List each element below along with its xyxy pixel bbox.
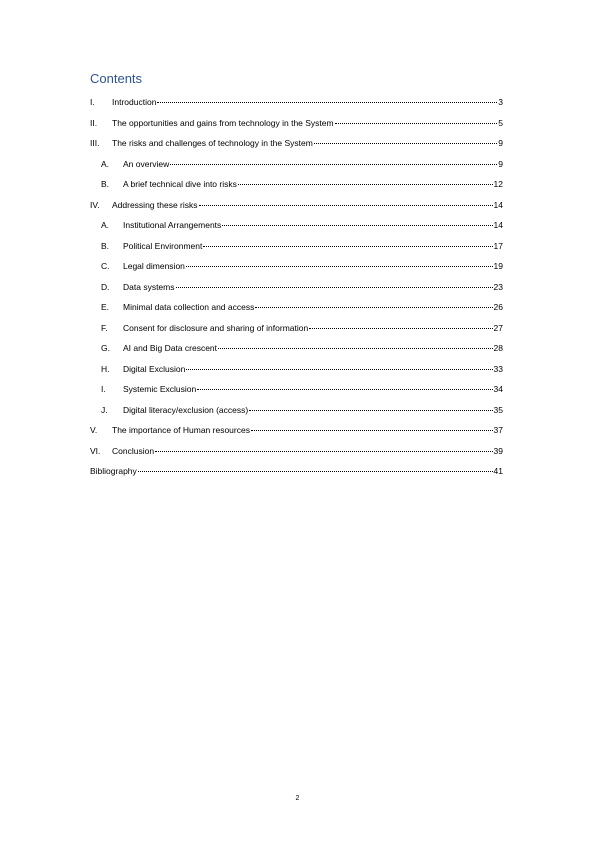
toc-entry-page: 26 — [493, 302, 503, 312]
toc-entry-legal[interactable] — [90, 261, 503, 282]
dot-leader — [199, 205, 493, 206]
toc-entry-page: 9 — [498, 158, 503, 169]
toc-entry-systemic-exclusion[interactable] — [90, 384, 503, 405]
toc-entry-digital-exclusion[interactable] — [90, 364, 503, 385]
toc-entry-label: The importance of Human resources — [112, 425, 250, 435]
toc-entry-page: 27 — [493, 322, 503, 333]
dot-leader — [249, 410, 492, 411]
dot-leader — [218, 348, 493, 349]
toc-entry-institutional[interactable] — [90, 220, 503, 241]
toc-entry-label: AI and Big Data crescent — [123, 343, 218, 353]
toc-entry-introduction[interactable] — [90, 97, 503, 118]
toc-entry-number: H. — [101, 363, 110, 374]
toc-entry-addressing-risks[interactable] — [90, 200, 503, 221]
toc-entry-risks-challenges[interactable] — [90, 138, 503, 159]
toc-entry-number: I. — [101, 384, 106, 394]
toc-entry-number: B. — [101, 179, 110, 189]
toc-entry-number: III. — [90, 138, 100, 148]
toc-entry-page: 14 — [493, 199, 503, 210]
toc-entry-label: A brief technical dive into risks — [123, 179, 237, 189]
dot-leader — [176, 287, 493, 288]
toc-entry-label: An overview — [123, 158, 170, 169]
toc-entry-label: The opportunities and gains from technology in the System — [112, 117, 334, 128]
toc-entry-conclusion[interactable] — [90, 446, 503, 467]
dot-leader — [238, 184, 493, 185]
dot-leader — [255, 307, 492, 308]
toc-entry-label: Consent for disclosure and sharing of information — [123, 322, 309, 333]
dot-leader — [203, 246, 492, 247]
toc-entry-bibliography[interactable] — [90, 466, 503, 487]
toc-entry-page: 17 — [493, 240, 503, 251]
toc-entry-number: B. — [101, 240, 110, 251]
toc-entry-overview[interactable] — [90, 159, 503, 180]
page-number: 2 — [295, 795, 300, 802]
toc-entry-number: G. — [101, 343, 110, 353]
toc-entry-label: Digital Exclusion — [123, 363, 186, 374]
toc-entry-page: 19 — [493, 261, 503, 271]
toc-entry-page: 37 — [493, 425, 503, 435]
toc-entry-page: 23 — [493, 281, 503, 292]
dot-leader — [155, 451, 492, 452]
toc-entry-political[interactable] — [90, 241, 503, 262]
toc-entry-number: E. — [101, 302, 110, 312]
toc-entry-technical-dive[interactable] — [90, 179, 503, 200]
toc-entry-page: 5 — [498, 117, 503, 128]
toc-entry-label: Political Environment — [123, 240, 203, 251]
toc-entry-minimal-data[interactable] — [90, 302, 503, 323]
toc-entry-number: J. — [101, 404, 108, 415]
toc-entry-digital-literacy[interactable] — [90, 405, 503, 426]
toc-entry-label: Addressing these risks — [112, 199, 198, 210]
dot-leader — [309, 328, 492, 329]
dot-leader — [170, 164, 497, 165]
toc-entry-label: Digital literacy/exclusion (access) — [123, 404, 249, 415]
toc-entry-page: 39 — [493, 445, 503, 456]
toc-entry-number: A. — [101, 220, 110, 230]
toc-entry-page: 35 — [493, 404, 503, 415]
toc-entry-page: 12 — [493, 179, 503, 189]
toc-entry-label: Legal dimension — [123, 261, 185, 271]
toc-entry-number: V. — [90, 425, 98, 435]
toc-entry-label: Bibliography — [90, 466, 137, 476]
dot-leader — [335, 123, 498, 124]
toc-entry-ai-big-data[interactable] — [90, 343, 503, 364]
toc-entry-label: The risks and challenges of technology in the System — [112, 138, 313, 148]
toc-entry-number: I. — [90, 97, 95, 107]
toc-entry-number: A. — [101, 158, 110, 169]
toc-entry-human-resources[interactable] — [90, 425, 503, 446]
toc-entry-number: IV. — [90, 199, 100, 210]
toc-entry-number: F. — [101, 322, 108, 333]
toc-entry-label: Institutional Arrangements — [123, 220, 222, 230]
toc-entry-label: Data systems — [123, 281, 175, 292]
toc-entry-number: D. — [101, 281, 110, 292]
toc-entry-number: C. — [101, 261, 110, 271]
table-of-contents — [90, 97, 503, 487]
toc-entry-number: VI. — [90, 445, 101, 456]
toc-entry-label: Minimal data collection and access — [123, 302, 255, 312]
dot-leader — [157, 102, 497, 103]
toc-entry-page: 41 — [493, 466, 503, 476]
toc-title: Contents — [90, 71, 143, 86]
dot-leader — [222, 225, 492, 226]
toc-entry-label: Introduction — [112, 97, 157, 107]
toc-entry-page: 33 — [493, 363, 503, 374]
toc-entry-data-systems[interactable] — [90, 282, 503, 303]
dot-leader — [251, 430, 493, 431]
toc-entry-opportunities[interactable] — [90, 118, 503, 139]
toc-entry-label: Conclusion — [112, 445, 155, 456]
dot-leader — [314, 143, 497, 144]
toc-entry-consent[interactable] — [90, 323, 503, 344]
dot-leader — [197, 389, 492, 390]
dot-leader — [186, 266, 493, 267]
toc-entry-page: 3 — [498, 97, 503, 107]
toc-entry-page: 28 — [493, 343, 503, 353]
toc-entry-label: Systemic Exclusion — [123, 384, 197, 394]
toc-entry-page: 9 — [498, 138, 503, 148]
toc-entry-page: 14 — [493, 220, 503, 230]
dot-leader — [138, 471, 493, 472]
toc-entry-page: 34 — [493, 384, 503, 394]
dot-leader — [186, 369, 492, 370]
toc-entry-number: II. — [90, 117, 98, 128]
